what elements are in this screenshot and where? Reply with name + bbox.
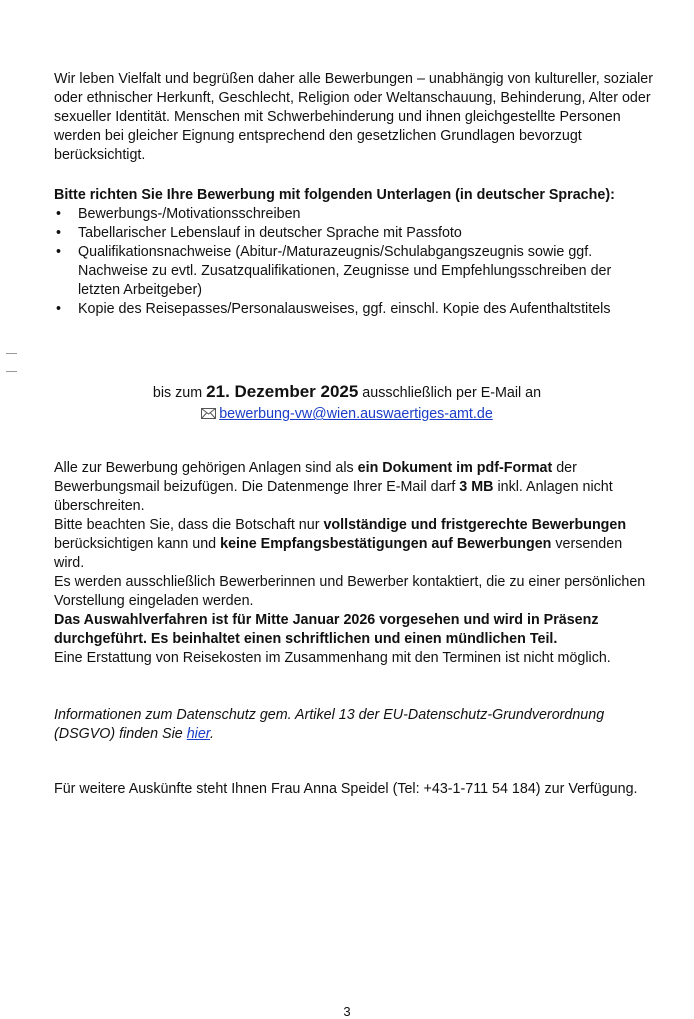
selection-contact: Es werden ausschließlich Bewerberinnen und Bewerber kontaktiert, die zu einer persönlichen Vorstellung eingeladen werden. xyxy=(54,574,646,609)
deadline-section xyxy=(0,381,694,425)
list-item: • Bewerbungs-/Motivationsschreiben xyxy=(54,205,654,224)
margin-mark xyxy=(6,353,17,354)
documents-heading: Bitte richten Sie Ihre Bewerbung mit folgenden Unterlagen (in deutscher Sprache): xyxy=(54,187,615,203)
diversity-statement: Wir leben Vielfalt und begrüßen daher alle Bewerbungen – unabhängig von kultureller, sozialer oder ethnischer Herkunft, Geschlecht, Religion oder Weltanschauung, Behinderung, Alter oder sexueller Identität. Menschen mit Schwerbehinderung und ihnen gleichgestellte Personen werden bei gleicher Eignung entsprechend den gesetzlichen Grundlagen bevorzugt berücksichtigt. xyxy=(54,71,654,163)
attachments-text: Alle zur Bewerbung gehörigen Anlagen sind als xyxy=(54,460,354,476)
deadline-date: 21. Dezember 2025 xyxy=(206,382,359,401)
attachments-text: inkl. Anlagen nicht überschreiten. xyxy=(54,479,613,514)
notice-text: Bitte beachten Sie, dass die Botschaft nur xyxy=(54,517,320,533)
privacy-text: Informationen zum Datenschutz gem. Artikel 13 der EU-Datenschutz-Grundverordnung (DSGVO) finden Sie xyxy=(54,707,605,742)
contact-info: Für weitere Auskünfte steht Ihnen Frau Anna Speidel (Tel: +43-1-711 54 184) zur Verfügung. xyxy=(54,781,638,797)
privacy-end: . xyxy=(210,726,215,742)
attachments-text: der Bewerbungsmail beizufügen. Die Datenmenge Ihrer E-Mail darf xyxy=(54,460,577,495)
notice-text: berücksichtigen kann und xyxy=(54,536,217,552)
documents-list xyxy=(54,205,654,319)
page-number: 3 xyxy=(343,1004,351,1019)
contact-paragraph xyxy=(54,780,654,799)
envelope-icon xyxy=(201,408,216,419)
documents-section xyxy=(54,186,654,319)
deadline-prefix: bis zum xyxy=(152,385,203,401)
deadline-suffix: ausschließlich per E-Mail an xyxy=(362,385,542,401)
notice-text: versenden wird. xyxy=(54,536,623,571)
privacy-link[interactable]: hier xyxy=(186,726,211,742)
margin-mark xyxy=(6,371,17,372)
application-email-link[interactable]: bewerbung-vw@wien.auswaertiges-amt.de xyxy=(219,406,493,422)
privacy-paragraph xyxy=(54,706,654,744)
selection-travel: Eine Erstattung von Reisekosten im Zusammenhang mit den Terminen ist nicht möglich. xyxy=(54,650,611,666)
diversity-paragraph xyxy=(54,70,654,165)
selection-procedure: Das Auswahlverfahren ist für Mitte Januar 2026 vorgesehen und wird in Präsenz durchgeführt. Es beinhaltet einen schriftlichen und einen mündlichen Teil. xyxy=(54,612,599,647)
list-item: • Tabellarischer Lebenslauf in deutscher Sprache mit Passfoto xyxy=(54,224,654,243)
attachments-size: 3 MB xyxy=(459,479,494,495)
list-item: • Qualifikationsnachweise (Abitur-/Maturazeugnis/Schulabgangszeugnis sowie ggf. Nachweise zu evtl. Zusatzqualifikationen, Zeugnisse und Empfehlungsschreiben der letzten Arbeitgeber) xyxy=(54,243,654,300)
attachments-format: ein Dokument im pdf-Format xyxy=(357,460,553,476)
notice-bold: vollständige und fristgerechte Bewerbungen xyxy=(323,517,627,533)
selection-paragraph xyxy=(54,573,654,668)
list-item: • Kopie des Reisepasses/Personalausweises, ggf. einschl. Kopie des Aufenthaltstitels xyxy=(54,300,654,319)
notice-bold: keine Empfangsbestätigungen auf Bewerbungen xyxy=(220,536,552,552)
attachments-paragraph xyxy=(54,459,654,573)
